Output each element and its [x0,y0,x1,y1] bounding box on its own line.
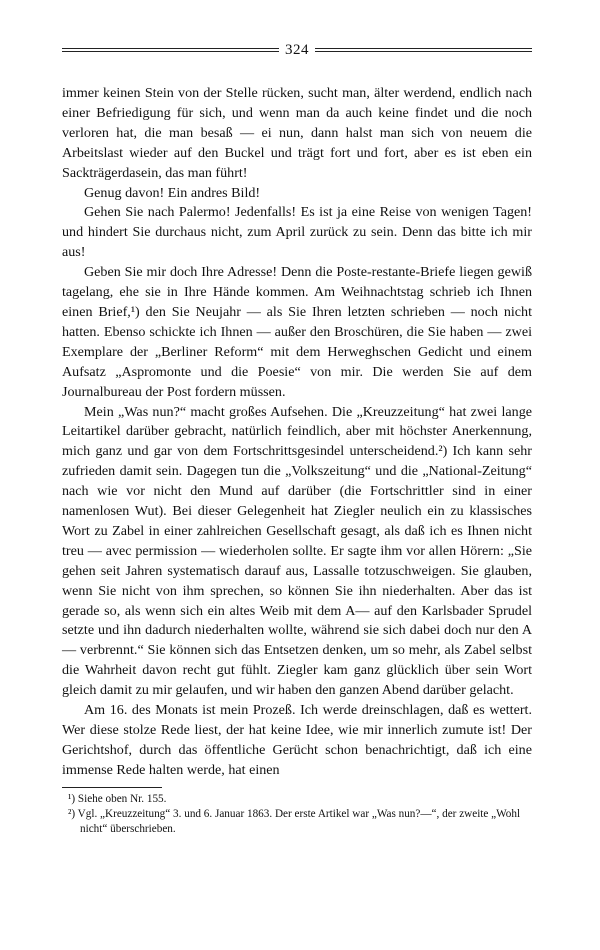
body-text [62,84,532,781]
paragraph: immer keinen Stein von der Stelle rücken, sucht man, älter werdend, endlich nach einer Befriedigung für sich, und wenn man da auch keine findet und die noch verloren hat, die man besaß — ei nun, dann halst man sich von neuem die Arbeitslast wieder auf den Buckel und trägt fort und fort, aber es ist eben ein Sackträgerdasein, das man führt! [62,85,532,181]
book-page [62,40,532,837]
paragraph: Geben Sie mir doch Ihre Adresse! Denn die Poste-restante-Briefe liegen gewiß tagelang, ehe sie in Ihre Hände kommen. Am Weihnachtstag schrieb ich Ihnen einen Brief,¹) den Sie Neujahr — als Sie Ihren letzten schrieben — noch nicht hatten. Ebenso schickte ich Ihnen — außer den Broschüren, die Sie haben — zwei Exemplare der „Berliner Reform“ mit dem Herweghschen Gedicht und einem Aufsatz „Aspromonte und die Poesie“ von mir. Die werden Sie auf dem Journalbureau der Post fordern müssen. [62,264,532,400]
header-rule-left [62,48,279,52]
page-number: 324 [285,41,309,58]
footnote: ²) Vgl. „Kreuzzeitung“ 3. und 6. Januar 1863. Der erste Artikel war „Was nun?—“, der zweite „Wohl nicht“ überschrieben. [68,807,521,835]
footnotes [62,792,532,837]
footnote-divider [62,787,162,788]
footnote: ¹) Siehe oben Nr. 155. [68,792,167,805]
paragraph: Mein „Was nun?“ macht großes Aufsehen. Die „Kreuzzeitung“ hat zwei lange Leitartikel darüber gebracht, natürlich feindlich, aber mit höchster Anerkennung, mich ganz und gar von dem Fortschrittsgesindel unterscheidend.²) Ich kann sehr zufrieden damit sein. Dagegen tun die „Volkszeitung“ und die „National-Zeitung“ nach wie vor nicht den Mund auf darüber (die Fortschrittler sind in einer namenlosen Wut). Bei dieser Gelegenheit hat Ziegler neulich ein zu klassisches Wort zu Zabel in einer zahlreichen Gesellschaft gesagt, als daß ich es Ihnen nicht treu — avec permission — wiederholen sollte. Er sagte ihm vor allen Hörern: „Sie gehen seit Jahren systematisch darauf aus, Lassalle totzuschweigen. Sie glauben, wenn Sie nicht von ihm sprechen, so können Sie ihn niederhalten. Aber das ist gerade so, als wenn sich ein altes Weib mit dem A— auf den Karlsbader Sprudel setzte und ihn dadurch niederhalten wollte, während sie sich dabei doch nur den A— verbrennt.“ Sie können sich das Entsetzen denken, um so mehr, als Zabel selbst die Wahrheit davon recht gut fühlt. Ziegler kam ganz glücklich über sein Wort gleich damit zu mir gelaufen, und wir haben den ganzen Abend darüber gelacht. [62,403,532,699]
paragraph: Gehen Sie nach Palermo! Jedenfalls! Es ist ja eine Reise von wenigen Tagen! und hindert Sie durchaus nicht, zum April zurück zu sein. Denn das bitte ich mir aus! [62,204,532,261]
page-header [62,40,532,60]
header-rule-right [315,48,532,52]
paragraph: Am 16. des Monats ist mein Prozeß. Ich werde dreinschlagen, daß es wettert. Wer diese stolze Rede liest, der hat keine Idee, wie mir innerlich zumute ist! Der Gerichtshof, durch das öffentliche Gerücht schon benachrichtigt, daß ich eine immense Rede halten werde, hat einen [62,702,532,778]
paragraph: Genug davon! Ein andres Bild! [84,184,261,201]
